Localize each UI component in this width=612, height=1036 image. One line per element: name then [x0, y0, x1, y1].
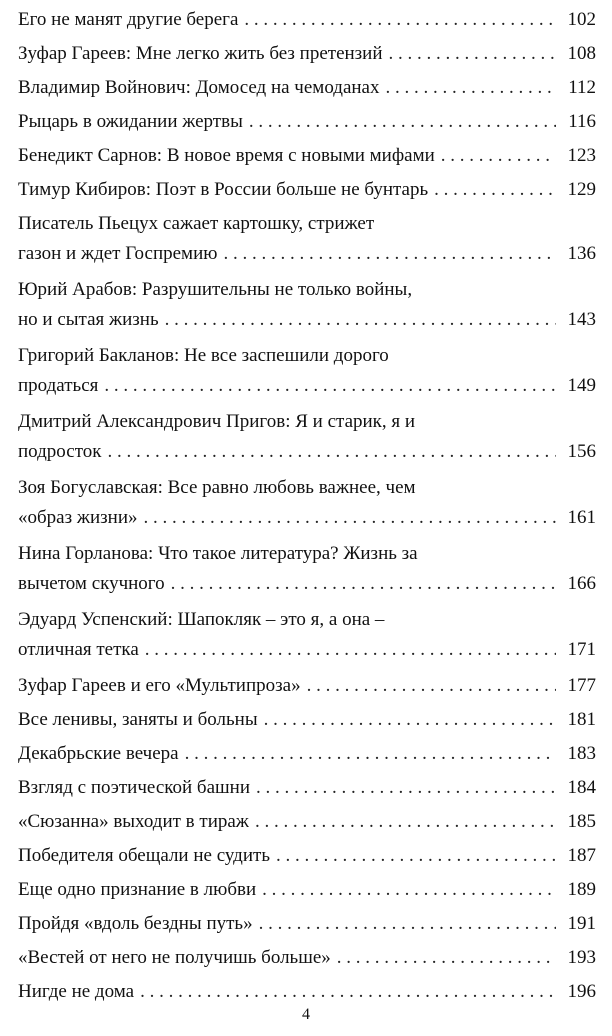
toc-entry-page: 123	[567, 145, 596, 166]
toc-entry	[18, 842, 596, 870]
page-number: 4	[302, 1006, 310, 1023]
toc-entry-page: 193	[567, 947, 596, 968]
toc-entry-title: Победителя обещали не судить	[18, 845, 270, 866]
toc-entry-title: «Вестей от него не получишь больше»	[18, 947, 331, 968]
toc-entry-last-line	[18, 978, 596, 1006]
toc-entry-title: «образ жизни»	[18, 507, 138, 528]
toc-entry-title: Тимур Кибиров: Поэт в России больше не бунтарь	[18, 179, 429, 200]
toc-entry-last-line	[18, 808, 596, 836]
toc-entry-page: 166	[567, 573, 596, 594]
toc-entry	[18, 342, 596, 400]
dot-leader	[276, 842, 556, 870]
toc-entry-line	[18, 342, 596, 370]
dot-leader	[434, 176, 556, 204]
toc-entry-title: Пройдя «вдоль бездны путь»	[18, 913, 253, 934]
dot-leader	[140, 978, 556, 1006]
dot-leader	[145, 636, 556, 664]
toc-entry-last-line	[18, 108, 596, 136]
toc-entry-title: Писатель Пьецух сажает картошку, стрижет	[18, 213, 375, 234]
toc-entry	[18, 876, 596, 904]
toc-entry-page: 161	[567, 507, 596, 528]
toc-entry-title: газон и ждет Госпремию	[18, 243, 218, 264]
dot-leader	[244, 6, 556, 34]
toc-entry-line	[18, 474, 596, 502]
toc-entry	[18, 774, 596, 802]
toc-entry-last-line	[18, 876, 596, 904]
toc-entry-line	[18, 408, 596, 436]
toc-entry-page: 129	[567, 179, 596, 200]
toc-entry-title: Зуфар Гареев: Мне легко жить без претензий	[18, 43, 383, 64]
toc-entry	[18, 740, 596, 768]
dot-leader	[385, 74, 556, 102]
toc-entry-page: 185	[567, 811, 596, 832]
toc-entry-line	[18, 540, 596, 568]
toc-entry-title: Нигде не дома	[18, 981, 135, 1002]
toc-entry-page: 183	[567, 743, 596, 764]
toc-entry-title: Его не манят другие берега	[18, 9, 239, 30]
toc-entry-last-line	[18, 40, 596, 68]
toc-entry-title: Декабрьские вечера	[18, 743, 179, 764]
toc-entry-last-line	[18, 910, 596, 938]
toc-entry-title: Все ленивы, заняты и больны	[18, 709, 258, 730]
toc-entry-title: Юрий Арабов: Разрушительны не только войны,	[18, 279, 413, 300]
toc-entry-title: Бенедикт Сарнов: В новое время с новыми мифами	[18, 145, 435, 166]
dot-leader	[307, 672, 556, 700]
toc-entry-title: Эдуард Успенский: Шапокляк – это я, а она –	[18, 609, 385, 630]
toc-entry	[18, 606, 596, 664]
dot-leader	[165, 306, 556, 334]
dot-leader	[256, 774, 556, 802]
toc-entry-page: 112	[568, 77, 596, 98]
toc-entry-page: 196	[567, 981, 596, 1002]
dot-leader	[104, 372, 556, 400]
dot-leader	[144, 504, 557, 532]
toc-entry	[18, 210, 596, 268]
toc-entry	[18, 74, 596, 102]
toc-entry	[18, 40, 596, 68]
toc-entry-title: продаться	[18, 375, 99, 396]
toc-entry-title: Владимир Войнович: Домосед на чемоданах	[18, 77, 380, 98]
toc-entry	[18, 672, 596, 700]
toc-entry	[18, 944, 596, 972]
toc-entry-page: 102	[567, 9, 596, 30]
dot-leader	[337, 944, 556, 972]
toc-entry-title: подросток	[18, 441, 102, 462]
toc-entry-line	[18, 606, 596, 634]
toc-entry-page: 177	[567, 675, 596, 696]
toc-entry-last-line	[18, 944, 596, 972]
toc-entry-page: 191	[567, 913, 596, 934]
dot-leader	[185, 740, 556, 768]
toc-entry-last-line	[18, 672, 596, 700]
toc-entry	[18, 108, 596, 136]
toc-entry-title: «Сюзанна» выходит в тираж	[18, 811, 249, 832]
toc-entry-last-line	[18, 240, 596, 268]
dot-leader	[107, 438, 556, 466]
toc-entry-last-line	[18, 74, 596, 102]
toc-entry-page: 184	[567, 777, 596, 798]
toc-entry	[18, 6, 596, 34]
toc-entry	[18, 276, 596, 334]
toc-entry-last-line	[18, 570, 596, 598]
toc-entry-page: 187	[567, 845, 596, 866]
dot-leader	[171, 570, 556, 598]
toc-entry-title: отличная тетка	[18, 639, 139, 660]
toc-entry	[18, 808, 596, 836]
toc-entry	[18, 142, 596, 170]
toc-entry	[18, 706, 596, 734]
toc-entry-last-line	[18, 372, 596, 400]
toc-entry-page: 149	[567, 375, 596, 396]
toc-entry-page: 171	[567, 639, 596, 660]
toc-entry-last-line	[18, 306, 596, 334]
dot-leader	[264, 706, 556, 734]
toc-entry-title: вычетом скучного	[18, 573, 165, 594]
toc-entry	[18, 474, 596, 532]
toc-entry-title: но и сытая жизнь	[18, 309, 159, 330]
toc-entry-last-line	[18, 438, 596, 466]
toc-entry	[18, 978, 596, 1006]
toc-entry-last-line	[18, 142, 596, 170]
toc-entry-title: Зуфар Гареев и его «Мультипроза»	[18, 675, 301, 696]
toc-entry-title: Взгляд с поэтической башни	[18, 777, 250, 798]
toc-entry-title: Дмитрий Александрович Пригов: Я и старик, я и	[18, 411, 416, 432]
dot-leader	[249, 108, 556, 136]
dot-leader	[223, 240, 556, 268]
toc-entry-last-line	[18, 842, 596, 870]
toc-entry	[18, 408, 596, 466]
toc-entry-last-line	[18, 774, 596, 802]
dot-leader	[255, 808, 556, 836]
toc-entry-page: 189	[567, 879, 596, 900]
toc-entry-title: Григорий Бакланов: Не все заспешили дорого	[18, 345, 389, 366]
toc-entry-line	[18, 210, 596, 238]
dot-leader	[262, 876, 556, 904]
toc-entry-last-line	[18, 706, 596, 734]
toc-entry-last-line	[18, 740, 596, 768]
toc-entry	[18, 540, 596, 598]
toc-entry-page: 108	[567, 43, 596, 64]
dot-leader	[389, 40, 556, 68]
toc-entry-page: 156	[567, 441, 596, 462]
toc-entry	[18, 176, 596, 204]
toc-entry-line	[18, 276, 596, 304]
toc-entry-last-line	[18, 6, 596, 34]
toc-entry-page: 143	[567, 309, 596, 330]
toc-entry-page: 181	[567, 709, 596, 730]
toc-entry-page: 116	[568, 111, 596, 132]
dot-leader	[441, 142, 556, 170]
toc-entry-last-line	[18, 504, 596, 532]
toc-entry-title: Зоя Богуславская: Все равно любовь важнее, чем	[18, 477, 416, 498]
toc-entry-title: Еще одно признание в любви	[18, 879, 257, 900]
toc-entry	[18, 910, 596, 938]
dot-leader	[259, 910, 556, 938]
toc-entry-title: Нина Горланова: Что такое литература? Жизнь за	[18, 543, 418, 564]
toc-entry-last-line	[18, 636, 596, 664]
toc-entry-last-line	[18, 176, 596, 204]
toc-entry-page: 136	[567, 243, 596, 264]
toc-entry-title: Рыцарь в ожидании жертвы	[18, 111, 243, 132]
